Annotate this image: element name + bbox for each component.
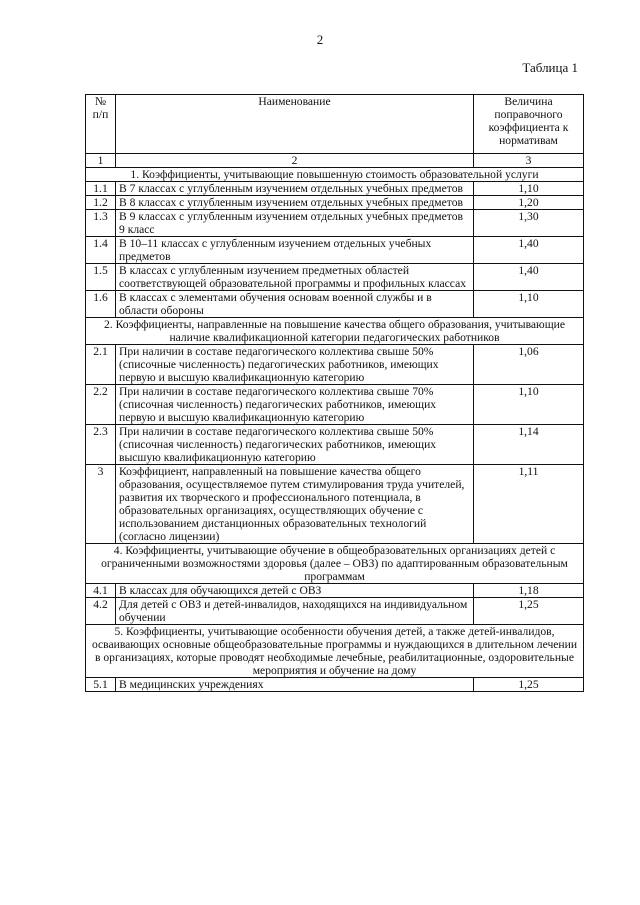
table-row	[86, 291, 584, 318]
table-row	[86, 345, 584, 385]
row-number: 5.1	[86, 678, 116, 692]
row-name: В 7 классах с углубленным изучением отдельных учебных предметов	[116, 182, 474, 196]
header-row	[86, 95, 584, 154]
row-value: 1,10	[474, 182, 584, 196]
row-name: В классах с углубленным изучением предметных областей соответствующей образовательной программы и профильных классах	[116, 264, 474, 291]
index-row	[86, 154, 584, 168]
row-value: 1,10	[474, 385, 584, 425]
section-title: 5. Коэффициенты, учитывающие особенности обучения детей, а также детей-инвалидов, осваивающих основные общеобразовательные программы и нуждающихся в длительном лечении в организациях, которые проводят необходимые лечебные, реабилитационные, оздоровительные мероприятия и обучение на дому	[86, 625, 584, 678]
table-row	[86, 196, 584, 210]
row-value: 1,11	[474, 465, 584, 544]
row-name: При наличии в составе педагогического коллектива свыше 50% (списочные численность) педагогических работников, имеющих первую и высшую квалификационную категорию	[116, 345, 474, 385]
row-name: Для детей с ОВЗ и детей-инвалидов, находящихся на индивидуальном обучении	[116, 598, 474, 625]
row-number: 2.3	[86, 425, 116, 465]
row-number: 3	[86, 465, 116, 544]
coefficients-table	[85, 94, 584, 692]
header-num: № п/п	[86, 95, 116, 154]
section-header-row	[86, 318, 584, 345]
row-value: 1,40	[474, 264, 584, 291]
section-header-row	[86, 168, 584, 182]
row-number: 1.6	[86, 291, 116, 318]
page-number: 2	[316, 32, 324, 47]
row-value: 1,40	[474, 237, 584, 264]
row-name: В медицинских учреждениях	[116, 678, 474, 692]
table-row	[86, 237, 584, 264]
row-number: 4.2	[86, 598, 116, 625]
row-value: 1,25	[474, 598, 584, 625]
index-cell: 3	[474, 154, 584, 168]
row-number: 1.3	[86, 210, 116, 237]
section-header-row	[86, 544, 584, 584]
table-row	[86, 385, 584, 425]
row-number: 1.1	[86, 182, 116, 196]
section-title: 1. Коэффициенты, учитывающие повышенную стоимость образовательной услуги	[86, 168, 584, 182]
header-value: Величина поправочного коэффициента к нормативам	[474, 95, 584, 154]
row-number: 1.4	[86, 237, 116, 264]
row-number: 2.2	[86, 385, 116, 425]
section-title: 4. Коэффициенты, учитывающие обучение в общеобразовательных организациях детей с ограниченными возможностями здоровья (далее – ОВЗ) по адаптированным образовательным программам	[86, 544, 584, 584]
row-value: 1,30	[474, 210, 584, 237]
row-name: В 9 классах с углубленным изучением отдельных учебных предметов 9 класс	[116, 210, 474, 237]
header-name: Наименование	[116, 95, 474, 154]
row-value: 1,18	[474, 584, 584, 598]
row-name: Коэффициент, направленный на повышение качества общего образования, осуществляемое путем стимулирования труда учителей, развития их творческого и профессионального потенциала, в образовательных организациях, осуществляющих обучение с использованием дистанционных образовательных технологий (согласно лицензии)	[116, 465, 474, 544]
row-number: 1.5	[86, 264, 116, 291]
row-name: В 8 классах с углубленным изучением отдельных учебных предметов	[116, 196, 474, 210]
index-cell: 1	[86, 154, 116, 168]
index-cell: 2	[116, 154, 474, 168]
table-row	[86, 264, 584, 291]
row-value: 1,20	[474, 196, 584, 210]
table-row	[86, 678, 584, 692]
row-name: В 10–11 классах с углубленным изучением отдельных учебных предметов	[116, 237, 474, 264]
row-name: При наличии в составе педагогического коллектива свыше 50% (списочная численность) педагогических работников, имеющих высшую квалификационную категорию	[116, 425, 474, 465]
row-name: В классах для обучающихся детей с ОВЗ	[116, 584, 474, 598]
table-row	[86, 465, 584, 544]
row-number: 1.2	[86, 196, 116, 210]
table-row	[86, 425, 584, 465]
row-value: 1,06	[474, 345, 584, 385]
table-row	[86, 182, 584, 196]
row-value: 1,25	[474, 678, 584, 692]
table-caption: Таблица 1	[522, 60, 578, 75]
row-value: 1,10	[474, 291, 584, 318]
table-row	[86, 598, 584, 625]
row-number: 2.1	[86, 345, 116, 385]
row-value: 1,14	[474, 425, 584, 465]
table-row	[86, 210, 584, 237]
row-number: 4.1	[86, 584, 116, 598]
table-row	[86, 584, 584, 598]
section-title: 2. Коэффициенты, направленные на повышение качества общего образования, учитывающие наличие квалификационной категории педагогических работников	[86, 318, 584, 345]
row-name: При наличии в составе педагогического коллектива свыше 70% (списочная численность) педагогических работников, имеющих первую и высшую квалификационную категорию	[116, 385, 474, 425]
table-body	[86, 95, 584, 692]
section-header-row	[86, 625, 584, 678]
row-name: В классах с элементами обучения основам военной службы и в области обороны	[116, 291, 474, 318]
